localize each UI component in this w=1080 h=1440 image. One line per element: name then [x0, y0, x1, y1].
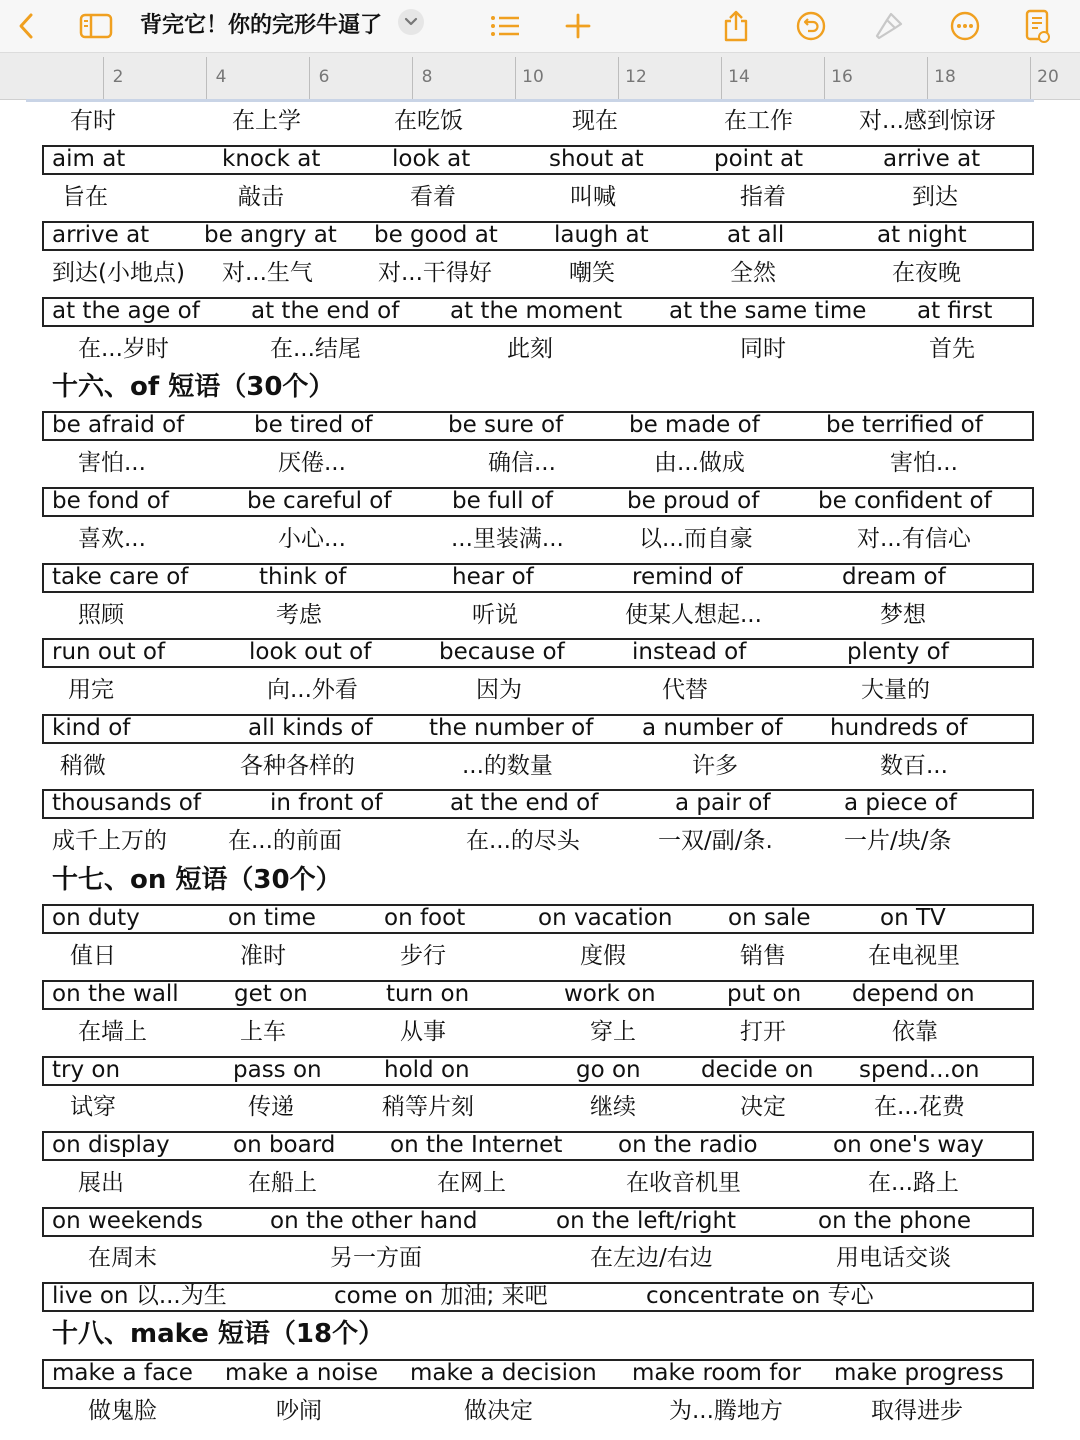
paintbrush-icon[interactable]: [872, 8, 906, 44]
phrase-meaning: 以...而自豪: [639, 526, 753, 552]
phrase-row-english: [42, 789, 1034, 819]
ruler-number: 4: [215, 67, 227, 87]
phrase-meaning: 试穿: [70, 1094, 116, 1120]
phrase-meaning: 一片/块/条: [844, 828, 952, 854]
phrase-english: on sale: [728, 905, 811, 931]
phrase-english: be careful of: [247, 488, 392, 514]
phrase-meaning: 在...的尽头: [466, 828, 580, 854]
phrase-english: take care of: [52, 564, 189, 590]
phrase-meaning: 小心...: [278, 526, 346, 552]
phrase-meaning: 在...岁时: [78, 336, 169, 362]
phrase-english: on weekends: [52, 1208, 203, 1234]
phrase-english: on the phone: [818, 1208, 971, 1234]
phrase-row-chinese: [42, 183, 1034, 213]
ruler-mark: [103, 57, 104, 99]
phrase-english: be good at: [374, 222, 498, 248]
ruler-mark: [618, 57, 619, 99]
phrase-meaning: 在...的前面: [228, 828, 342, 854]
phrase-meaning: 稍等片刻: [382, 1094, 474, 1120]
phrase-meaning: 在左边/右边: [590, 1245, 713, 1271]
phrase-meaning: 听说: [472, 602, 518, 628]
phrase-meaning: 在工作: [724, 108, 793, 134]
phrase-english: knock at: [222, 146, 321, 172]
ruler-number: 2: [112, 67, 124, 87]
phrase-english: a pair of: [675, 790, 771, 816]
phrase-meaning: 梦想: [880, 602, 926, 628]
ruler-number: 6: [318, 67, 330, 87]
phrase-meaning: 值日: [70, 943, 116, 969]
section-heading: 十八、make 短语（18个）: [52, 1319, 385, 1349]
phrase-english: arrive at: [52, 222, 150, 248]
phrase-meaning: 在...花费: [874, 1094, 965, 1120]
phrase-meaning: 吵闹: [276, 1398, 322, 1424]
phrase-meaning: 对...干得好: [378, 260, 492, 286]
document-title[interactable]: 背完它！你的完形牛逼了: [140, 13, 383, 38]
phrase-english: at all: [727, 222, 785, 248]
phrase-row-chinese: [42, 601, 1034, 631]
phrase-english: be angry at: [204, 222, 337, 248]
phrase-meaning: 做决定: [464, 1398, 533, 1424]
phrase-english: plenty of: [847, 639, 949, 665]
phrase-english: laugh at: [554, 222, 649, 248]
phrase-meaning: 由...做成: [654, 450, 745, 476]
phrase-english: instead of: [632, 639, 747, 665]
phrase-row-chinese: [42, 1018, 1034, 1048]
ruler-mark: [1030, 57, 1031, 99]
phrase-meaning: 销售: [740, 943, 786, 969]
phrase-english: depend on: [852, 981, 975, 1007]
phrase-english: because of: [439, 639, 565, 665]
phrase-row-english: [42, 1056, 1034, 1086]
phrase-meaning: 在网上: [437, 1170, 506, 1196]
phrase-english: in front of: [270, 790, 383, 816]
list-icon[interactable]: [488, 8, 522, 44]
phrase-english: spend...on: [859, 1057, 980, 1083]
share-icon[interactable]: [720, 8, 752, 44]
phrase-meaning: 在...路上: [868, 1170, 959, 1196]
phrase-english: live on 以...为生: [52, 1283, 227, 1309]
ruler-number: 12: [625, 67, 647, 87]
phrase-english: on the wall: [52, 981, 179, 1007]
phrase-english: put on: [727, 981, 802, 1007]
phrase-english: at the age of: [52, 298, 200, 324]
phrase-meaning: 步行: [400, 943, 446, 969]
phrase-english: on the left/right: [556, 1208, 737, 1234]
phrase-english: at the same time: [669, 298, 867, 324]
phrase-row-english: [42, 1359, 1034, 1389]
phrase-english: remind of: [632, 564, 743, 590]
back-chevron-icon[interactable]: [12, 8, 40, 44]
phrase-row-english: [42, 297, 1034, 327]
phrase-english: make progress: [834, 1360, 1004, 1386]
phrase-meaning: 在墙上: [78, 1019, 147, 1045]
section-heading: 十六、of 短语（30个）: [52, 372, 335, 402]
phrase-meaning: 旨在: [62, 184, 108, 210]
phrase-meaning: 上车: [240, 1019, 286, 1045]
phrase-row-english: [42, 145, 1034, 175]
section-heading: 十七、on 短语（30个）: [52, 865, 342, 895]
ruler-number: 16: [831, 67, 853, 87]
phrase-english: on vacation: [538, 905, 673, 931]
phrase-english: make a face: [52, 1360, 193, 1386]
phrase-row-chinese: [42, 107, 1034, 137]
phrase-english: be full of: [452, 488, 553, 514]
phrase-meaning: 有时: [70, 108, 116, 134]
phrase-english: be sure of: [448, 412, 564, 438]
phrase-english: be confident of: [818, 488, 992, 514]
phrase-row-chinese: [42, 1244, 1034, 1274]
phrase-meaning: 在夜晚: [892, 260, 961, 286]
phrase-meaning: 此刻: [507, 336, 553, 362]
phrase-english: at night: [877, 222, 967, 248]
ruler-mark: [515, 57, 516, 99]
ruler-mark: [927, 57, 928, 99]
phrase-english: arrive at: [883, 146, 981, 172]
phrase-meaning: 各种各样的: [240, 753, 355, 779]
phrase-english: look out of: [249, 639, 372, 665]
phrase-meaning: 在吃饭: [394, 108, 463, 134]
phrase-english: dream of: [842, 564, 946, 590]
phrase-row-chinese: [42, 449, 1034, 479]
phrase-english: be terrified of: [826, 412, 983, 438]
phrase-row-chinese: [42, 525, 1034, 555]
phrase-meaning: 稍微: [60, 753, 106, 779]
phrase-row-chinese: [42, 827, 1034, 857]
phrase-meaning: 打开: [740, 1019, 786, 1045]
phrase-english: make room for: [632, 1360, 801, 1386]
phrase-english: on the other hand: [270, 1208, 478, 1234]
phrase-row-chinese: [42, 942, 1034, 972]
phrase-meaning: 对...有信心: [857, 526, 971, 552]
phrase-english: all kinds of: [248, 715, 373, 741]
phrase-meaning: 考虑: [276, 602, 322, 628]
phrase-meaning: 叫喊: [570, 184, 616, 210]
phrase-meaning: 度假: [580, 943, 626, 969]
top-toolbar: [0, 0, 1080, 52]
phrase-english: be tired of: [254, 412, 373, 438]
phrase-meaning: 继续: [590, 1094, 636, 1120]
phrase-row-chinese: [42, 676, 1034, 706]
phrase-meaning: 准时: [240, 943, 286, 969]
phrase-meaning: 在周末: [88, 1245, 157, 1271]
phrase-english: be made of: [629, 412, 760, 438]
phrase-meaning: 首先: [929, 336, 975, 362]
phrase-english: on board: [233, 1132, 336, 1158]
phrase-english: the number of: [429, 715, 594, 741]
phrase-meaning: 因为: [476, 677, 522, 703]
phrase-english: think of: [259, 564, 347, 590]
phrase-row-english: [42, 1207, 1034, 1237]
ruler-mark: [721, 57, 722, 99]
phrase-english: at the end of: [251, 298, 400, 324]
phrase-meaning: 在上学: [232, 108, 301, 134]
phrase-meaning: 为...腾地方: [669, 1398, 783, 1424]
phrase-english: thousands of: [52, 790, 201, 816]
phrase-english: on the radio: [618, 1132, 758, 1158]
phrase-row-english: [42, 487, 1034, 517]
phrase-row-chinese: [42, 259, 1034, 289]
phrase-english: on duty: [52, 905, 140, 931]
phrase-meaning: 对...生气: [222, 260, 313, 286]
phrase-meaning: 依靠: [892, 1019, 938, 1045]
chevron-down-icon[interactable]: [398, 9, 424, 35]
phrase-meaning: 照顾: [78, 602, 124, 628]
phrase-meaning: 在收音机里: [626, 1170, 741, 1196]
phrase-meaning: 一双/副/条.: [658, 828, 773, 854]
phrase-meaning: 对...感到惊讶: [859, 108, 996, 134]
more-icon[interactable]: [948, 8, 982, 44]
ruler-mark: [206, 57, 207, 99]
ruler-number: 14: [728, 67, 750, 87]
phrase-english: a number of: [642, 715, 783, 741]
phrase-english: hold on: [384, 1057, 470, 1083]
phrase-meaning: 从事: [400, 1019, 446, 1045]
phrase-english: make a noise: [225, 1360, 379, 1386]
phrase-english: pass on: [233, 1057, 322, 1083]
phrase-english: hear of: [452, 564, 534, 590]
phrase-english: at the end of: [450, 790, 599, 816]
phrase-english: get on: [234, 981, 308, 1007]
phrase-meaning: 用完: [68, 677, 114, 703]
phrase-english: run out of: [52, 639, 166, 665]
phrase-row-english: [42, 221, 1034, 251]
phrase-english: on one's way: [833, 1132, 984, 1158]
phrase-english: make a decision: [410, 1360, 597, 1386]
phrase-meaning: 代替: [662, 677, 708, 703]
phrase-english: turn on: [386, 981, 470, 1007]
phrase-meaning: 全然: [730, 260, 776, 286]
phrase-english: be proud of: [627, 488, 760, 514]
undo-icon[interactable]: [794, 8, 828, 44]
phrase-meaning: 厌倦...: [278, 450, 346, 476]
phrase-meaning: 在电视里: [868, 943, 960, 969]
phrase-row-chinese: [42, 1093, 1034, 1123]
ruler-divider: [26, 99, 1034, 102]
phrase-row-english: [42, 1282, 1034, 1312]
phrase-english: shout at: [549, 146, 644, 172]
phrase-english: try on: [52, 1057, 121, 1083]
phrase-meaning: ...里装满...: [451, 526, 564, 552]
phrase-english: hundreds of: [830, 715, 968, 741]
phrase-row-english: [42, 980, 1034, 1010]
phrase-english: at the moment: [450, 298, 623, 324]
phrase-english: at first: [917, 298, 993, 324]
phrase-english: aim at: [52, 146, 126, 172]
phrase-english: go on: [576, 1057, 641, 1083]
phrase-row-chinese: [42, 1169, 1034, 1199]
phrase-meaning: 确信...: [488, 450, 556, 476]
phrase-meaning: 展出: [78, 1170, 124, 1196]
phrase-meaning: 另一方面: [330, 1245, 422, 1271]
phrase-meaning: 大量的: [861, 677, 930, 703]
phrase-meaning: 数百...: [880, 753, 948, 779]
phrase-row-english: [42, 411, 1034, 441]
phrase-meaning: 做鬼脸: [88, 1398, 157, 1424]
phrase-meaning: 到达(小地点): [52, 260, 185, 286]
ruler-number: 8: [421, 67, 433, 87]
phrase-row-english: [42, 904, 1034, 934]
ruler-mark: [309, 57, 310, 99]
phrase-row-chinese: [42, 1397, 1034, 1427]
ruler-number: 20: [1037, 67, 1059, 87]
phrase-meaning: 现在: [572, 108, 618, 134]
sidebar-icon[interactable]: [78, 8, 114, 44]
phrase-row-chinese: [42, 335, 1034, 365]
phrase-meaning: 嘲笑: [569, 260, 615, 286]
phrase-english: on the Internet: [390, 1132, 563, 1158]
phrase-english: decide on: [701, 1057, 814, 1083]
phrase-meaning: 成千上万的: [52, 828, 167, 854]
phrase-meaning: 穿上: [590, 1019, 636, 1045]
phrase-english: work on: [564, 981, 656, 1007]
phrase-english: look at: [392, 146, 471, 172]
phrase-meaning: 向...外看: [267, 677, 358, 703]
phrase-meaning: 在...结尾: [270, 336, 361, 362]
phrase-row-english: [42, 1131, 1034, 1161]
phrase-english: on foot: [384, 905, 466, 931]
document-icon[interactable]: [1022, 8, 1054, 44]
phrase-meaning: 取得进步: [871, 1398, 963, 1424]
phrase-english: point at: [714, 146, 804, 172]
phrase-english: on TV: [880, 905, 946, 931]
phrase-english: be afraid of: [52, 412, 185, 438]
phrase-meaning: 害怕...: [78, 450, 146, 476]
phrase-meaning: 看着: [410, 184, 456, 210]
phrase-meaning: 害怕...: [890, 450, 958, 476]
phrase-english: concentrate on 专心: [646, 1283, 874, 1309]
ruler-number: 18: [934, 67, 956, 87]
phrase-meaning: 指着: [740, 184, 786, 210]
phrase-english: on time: [228, 905, 316, 931]
phrase-meaning: 敲击: [238, 184, 284, 210]
phrase-row-english: [42, 714, 1034, 744]
phrase-meaning: 传递: [248, 1094, 294, 1120]
phrase-english: on display: [52, 1132, 170, 1158]
phrase-meaning: 用电话交谈: [836, 1245, 951, 1271]
phrase-meaning: 许多: [692, 753, 738, 779]
phrase-english: be fond of: [52, 488, 169, 514]
phrase-meaning: 喜欢...: [78, 526, 146, 552]
phrase-meaning: 到达: [912, 184, 958, 210]
phrase-meaning: 决定: [740, 1094, 786, 1120]
phrase-meaning: ...的数量: [462, 753, 553, 779]
phrase-row-english: [42, 638, 1034, 668]
phrase-meaning: 在船上: [248, 1170, 317, 1196]
phrase-row-english: [42, 563, 1034, 593]
ruler-mark: [824, 57, 825, 99]
phrase-meaning: 同时: [740, 336, 786, 362]
phrase-row-chinese: [42, 752, 1034, 782]
phrase-english: a piece of: [844, 790, 957, 816]
phrase-english: kind of: [52, 715, 131, 741]
ruler-mark: [412, 57, 413, 99]
phrase-english: come on 加油; 来吧: [334, 1283, 548, 1309]
ruler-number: 10: [522, 67, 544, 87]
phrase-meaning: 使某人想起...: [625, 602, 762, 628]
plus-icon[interactable]: [563, 8, 593, 44]
ruler[interactable]: [0, 52, 1080, 100]
